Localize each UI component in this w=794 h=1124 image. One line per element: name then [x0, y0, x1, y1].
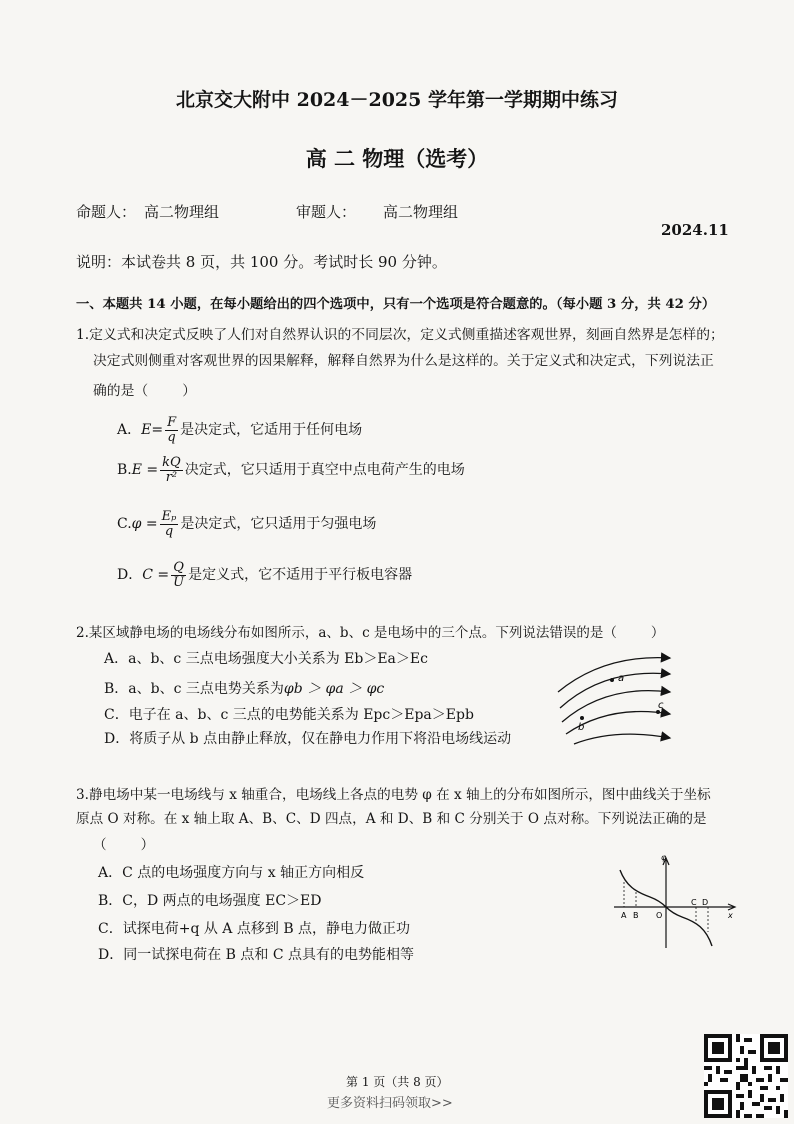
point-a-marker — [610, 678, 614, 682]
q1-option-d[interactable]: D．C = $\frac{Q}{U}$ 是定义式，它不适用于平行板电容器 — [117, 559, 413, 590]
origin-label: O — [656, 911, 663, 920]
point-c-label: C — [691, 898, 697, 907]
qr-code-icon[interactable] — [704, 1034, 788, 1118]
phi-axis-label: φ — [661, 853, 667, 862]
point-c-label: c — [658, 700, 664, 711]
q2-stem: 2.某区域静电场的电场线分布如图所示，a、b、c 是电场中的三个点。下列说法错误的是（ ） — [76, 625, 665, 641]
setter-label: 命题人： — [76, 203, 137, 221]
point-a-label: a — [618, 673, 625, 684]
q3-option-b[interactable]: B．C，D 两点的电场强度 EC＞ED — [98, 893, 322, 909]
q3-option-c[interactable]: C．试探电荷+q 从 A 点移到 B 点，静电力做正功 — [98, 921, 411, 937]
reviewer-label: 审题人： — [296, 203, 357, 221]
field-lines-figure — [552, 648, 682, 752]
field-line — [574, 734, 670, 744]
setter-name: 高二物理组 — [144, 203, 220, 221]
q1-stem-line1: 1.定义式和决定式反映了人们对自然界认识的不同层次，定义式侧重描述客观世界，刻画自然界是怎样的； — [76, 327, 724, 343]
fraction-ep-over-q: $\frac{\text{Eₚ}}{q}$ — [161, 508, 177, 539]
subject-title: 高 二 物理（选考） — [305, 146, 489, 171]
field-line — [562, 691, 670, 722]
q3-stem-line3: （ ） — [93, 837, 155, 853]
q2-option-d[interactable]: D．将质子从 b 点由静止释放，仅在静电力作用下将沿电场线运动 — [104, 731, 512, 747]
point-b-label: b — [578, 722, 585, 733]
q2-option-c[interactable]: C．电子在 a、b、c 三点的电势能关系为 Epc＞Epa＞Epb — [104, 707, 474, 723]
exam-date: 2024.11 — [661, 221, 729, 239]
q3-stem-line2: 原点 O 对称。在 x 轴上取 A、B、C、D 四点，A 和 D、B 和 C 分别关于 O 点对称。下列说法正确的是 — [76, 811, 707, 827]
point-d-label: D — [702, 898, 709, 907]
point-b-marker — [580, 716, 584, 720]
q2-option-b[interactable]: B．a、b、c 三点电势关系为φb ＞ φa ＞ φc — [104, 681, 385, 697]
q3-option-a[interactable]: A．C 点的电场强度方向与 x 轴正方向相反 — [98, 865, 365, 881]
point-b-label: B — [633, 911, 639, 920]
q3-stem-line1: 3.静电场中某一电场线与 x 轴重合，电场线上各点的电势 φ 在 x 轴上的分布如图所示，图中曲线关于坐标 — [76, 787, 711, 803]
fraction-f-over-q: $\frac{F}{q}$ — [167, 414, 177, 445]
section-heading: 一、本题共 14 小题，在每小题给出的四个选项中，只有一个选项是符合题意的。（每小题 3 分，共 42 分） — [76, 297, 716, 312]
q1-option-c[interactable]: C.φ = $\frac{\text{Eₚ}}{q}$ 是决定式，它只适用于匀强电场 — [117, 508, 377, 539]
q2-option-a[interactable]: A．a、b、c 三点电场强度大小关系为 Eb＞Ea＞Ec — [104, 651, 428, 667]
q1-stem-line2: 决定式则侧重对客观世界的因果解释，解释自然界为什么是这样的。关于定义式和决定式，下列说法正 — [93, 353, 714, 369]
potential-relation: φb ＞ φa ＞ φc — [283, 681, 385, 697]
fraction-kq-over-r2: $\frac{kQ}{\text{r²}}$ — [162, 454, 181, 485]
point-a-label: A — [621, 911, 627, 920]
potential-graph-figure — [610, 852, 740, 954]
q1-option-b[interactable]: B.E = $\frac{kQ}{\text{r²}}$ 决定式，它只适用于真空中点电荷产生的电场 — [117, 454, 465, 485]
page-number: 第 1 页（共 8 页） — [346, 1075, 449, 1089]
reviewer-name: 高二物理组 — [383, 203, 459, 221]
q1-option-a[interactable]: A．E= $\frac{F}{q}$ 是决定式，它适用于任何电场 — [117, 414, 363, 445]
q1-stem-line3: 确的是（ ） — [93, 383, 196, 399]
exam-note: 说明：本试卷共 8 页，共 100 分。考试时长 90 分钟。 — [76, 253, 447, 271]
school-title: 北京交大附中 2024－2025 学年第一学期期中练习 — [176, 89, 618, 111]
q3-option-d[interactable]: D．同一试探电荷在 B 点和 C 点具有的电势能相等 — [98, 947, 415, 963]
x-axis-label: x — [728, 911, 733, 920]
promo-link[interactable]: 更多资料扫码领取>> — [327, 1096, 453, 1111]
fraction-q-over-u: $\frac{Q}{U}$ — [173, 559, 185, 590]
field-line — [558, 658, 670, 692]
